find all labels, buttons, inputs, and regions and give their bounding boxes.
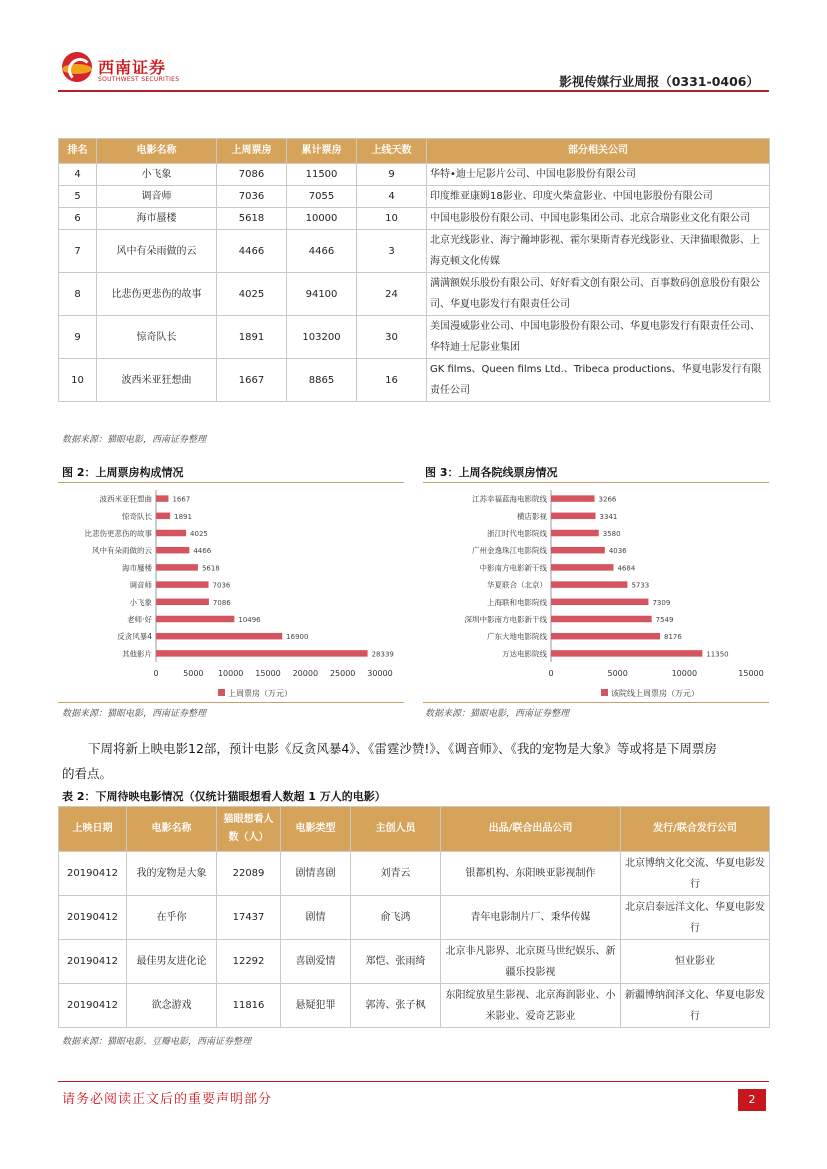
table-cell: 北京启泰远洋文化、华夏电影发行 — [621, 896, 770, 940]
table-cell: 北京博纳文化交流、华夏电影发行 — [621, 852, 770, 896]
table-row — [59, 940, 770, 984]
table-cell: 印度维亚康姆18影业、印度火柴盒影业、中国电影股份有限公司 — [427, 186, 770, 208]
table-cell: 喜剧爱情 — [281, 940, 351, 984]
table-cell: 11500 — [287, 164, 357, 186]
table-cell: 10 — [357, 208, 427, 230]
column-header: 上映日期 — [59, 807, 127, 852]
fig2-bar — [156, 633, 282, 640]
logo-text-en: SOUTHWEST SECURITIES — [98, 76, 180, 83]
fig2-title: 图 2：上周票房构成情况 — [62, 466, 184, 479]
fig3-bar — [551, 530, 599, 537]
fig2-category-label: 反贪风暴4 — [117, 632, 152, 642]
fig3-category-label: 广东大地电影院线 — [487, 632, 547, 642]
table-row — [59, 230, 770, 273]
table-cell: 新疆博纳润泽文化、华夏电影发行 — [621, 984, 770, 1028]
table-row — [59, 852, 770, 896]
logo-icon — [62, 52, 92, 82]
table-cell: 8865 — [287, 359, 357, 402]
table-cell: 郑恺、张雨绮 — [351, 940, 441, 984]
table-cell: 7055 — [287, 186, 357, 208]
fig2-x-tick: 10000 — [217, 669, 244, 678]
fig3-category-label: 华夏联合（北京） — [487, 580, 547, 590]
table-cell: 7086 — [217, 164, 287, 186]
fig3-title-rule — [423, 482, 769, 483]
column-header: 发行/联合发行公司 — [621, 807, 770, 852]
fig2-category-label: 惊奇队长 — [122, 511, 152, 521]
footer-disclaimer: 请务必阅读正文后的重要声明部分 — [62, 1092, 273, 1107]
table2-title: 表 2：下周待映电影情况（仅统计猫眼想看人数超 1 万人的电影） — [62, 790, 386, 803]
table-cell: 在乎你 — [127, 896, 217, 940]
fig3-category-label: 深圳中影南方电影新干线 — [464, 615, 547, 624]
table-cell: 4025 — [217, 273, 287, 316]
fig3-value-label: 7309 — [652, 598, 671, 607]
fig2-bar — [156, 581, 209, 588]
fig3-value-label: 3266 — [598, 495, 617, 504]
table1-source: 数据来源：猫眼电影，西南证券整理 — [62, 435, 207, 445]
fig3-value-label: 11350 — [706, 650, 729, 659]
table-cell: 小飞象 — [97, 164, 217, 186]
box-office-table — [58, 138, 770, 402]
table-cell: 4 — [357, 186, 427, 208]
table-cell: 10000 — [287, 208, 357, 230]
fig2-value-label: 4466 — [193, 547, 212, 556]
fig2-value-label: 7036 — [212, 581, 231, 590]
fig3-category-label: 万达电影院线 — [502, 649, 547, 659]
table-cell: 22089 — [217, 852, 281, 896]
fig2-category-label: 风中有朵雨做的云 — [92, 546, 152, 556]
fig2-x-tick: 0 — [153, 669, 159, 678]
column-header: 上线天数 — [357, 139, 427, 164]
table-row — [59, 186, 770, 208]
table-row — [59, 208, 770, 230]
table-cell: 20190412 — [59, 852, 127, 896]
fig3-bar — [551, 650, 702, 657]
fig2-title-rule — [58, 482, 404, 483]
table-cell: 惊奇队长 — [97, 316, 217, 359]
upcoming-films-table — [58, 806, 770, 1028]
fig2-category-label: 波西米亚狂想曲 — [99, 494, 152, 504]
table-cell: 郭涛、张子枫 — [351, 984, 441, 1028]
body-paragraph: 下周将新上映电影12部，预计电影《反贪风暴4》、《雷霆沙赞!》、《调音师》、《我的宠物是大象》等或将是下周票房的看点。 — [62, 741, 717, 781]
table-cell: 比悲伤更悲伤的故事 — [97, 273, 217, 316]
fig3-bar — [551, 633, 660, 640]
fig2-source: 数据来源：猫眼电影，西南证券整理 — [62, 709, 207, 719]
fig2-bar — [156, 616, 234, 623]
fig2-category-label: 海市蜃楼 — [122, 563, 152, 573]
table-cell: 7036 — [217, 186, 287, 208]
table-cell: 20190412 — [59, 896, 127, 940]
table-cell: GK films、Queen films Ltd.、Tribeca productions、华夏电影发行有限责任公司 — [427, 359, 770, 402]
fig2-bar — [156, 564, 198, 571]
table-row — [59, 164, 770, 186]
table-header-row — [59, 807, 770, 852]
fig2-value-label: 10496 — [238, 616, 261, 624]
fig2-value-label: 1667 — [172, 495, 191, 504]
table-cell: 调音师 — [97, 186, 217, 208]
table-cell: 4466 — [287, 230, 357, 273]
table-header-row — [59, 139, 770, 164]
table-cell: 17437 — [217, 896, 281, 940]
fig3-value-label: 5733 — [631, 581, 650, 590]
fig3-value-label: 3580 — [602, 530, 621, 538]
fig2-bar — [156, 650, 368, 657]
fig2-category-label: 比悲伤更悲伤的故事 — [84, 529, 152, 538]
column-header: 猫眼想看人数（人） — [217, 807, 281, 852]
fig2-bottom-rule — [58, 702, 404, 703]
fig2-value-label: 1891 — [174, 512, 192, 521]
fig2-x-tick: 20000 — [292, 669, 319, 678]
table2-source: 数据来源：猫眼电影、豆瓣电影，西南证券整理 — [62, 1037, 252, 1047]
fig2-value-label: 28339 — [371, 650, 394, 659]
table-cell: 风中有朵雨做的云 — [97, 230, 217, 273]
fig3-chart — [423, 484, 769, 700]
fig3-bar — [551, 581, 627, 588]
table-cell: 波西米亚狂想曲 — [97, 359, 217, 402]
fig3-bar — [551, 616, 652, 623]
column-header: 排名 — [59, 139, 97, 164]
fig2-bar — [156, 530, 186, 537]
fig3-x-tick: 5000 — [607, 669, 628, 678]
table-row — [59, 273, 770, 316]
fig2-x-tick: 15000 — [255, 669, 281, 678]
table-cell: 悬疑犯罪 — [281, 984, 351, 1028]
table-row — [59, 896, 770, 940]
fig3-bar — [551, 495, 595, 502]
fig3-category-label: 中影南方电影新干线 — [479, 563, 547, 573]
table-cell: 华特•迪士尼影片公司、中国电影股份有限公司 — [427, 164, 770, 186]
table-cell: 最佳男友进化论 — [127, 940, 217, 984]
fig3-bar — [551, 547, 605, 554]
column-header: 电影类型 — [281, 807, 351, 852]
fig2-value-label: 4025 — [190, 530, 208, 538]
table-cell: 4466 — [217, 230, 287, 273]
fig3-value-label: 8176 — [664, 633, 682, 642]
table-cell: 东阳绽放星生影视、北京海润影业、小米影业、爱奇艺影业 — [441, 984, 621, 1028]
table-row — [59, 316, 770, 359]
table-row — [59, 984, 770, 1028]
fig3-bar — [551, 564, 613, 571]
table-cell: 银都机构、东阳映亚影视制作 — [441, 852, 621, 896]
table-cell: 10 — [59, 359, 97, 402]
column-header: 累计票房 — [287, 139, 357, 164]
table-row — [59, 359, 770, 402]
table-cell: 30 — [357, 316, 427, 359]
fig2-bar — [156, 599, 209, 606]
table-cell: 我的宠物是大象 — [127, 852, 217, 896]
table-cell: 4 — [59, 164, 97, 186]
table-cell: 5 — [59, 186, 97, 208]
table-cell: 1667 — [217, 359, 287, 402]
table-cell: 7 — [59, 230, 97, 273]
fig2-legend-swatch — [218, 689, 225, 696]
table-cell: 5618 — [217, 208, 287, 230]
fig2-x-tick: 5000 — [183, 669, 204, 678]
table-cell: 9 — [59, 316, 97, 359]
report-title: 影视传媒行业周报（0331-0406） — [559, 74, 759, 89]
fig3-legend-swatch — [601, 689, 608, 696]
page-number: 2 — [738, 1089, 766, 1111]
table-cell: 6 — [59, 208, 97, 230]
table-cell: 剧情喜剧 — [281, 852, 351, 896]
fig3-category-label: 浙江时代电影院线 — [487, 529, 547, 538]
fig2-x-tick: 30000 — [367, 669, 393, 678]
fig3-value-label: 4036 — [608, 547, 627, 556]
fig2-bar — [156, 495, 168, 502]
table-cell: 3 — [357, 230, 427, 273]
fig2-category-label: 调音师 — [129, 580, 152, 590]
table-cell: 北京非凡影界、北京斑马世纪娱乐、新疆乐投影视 — [441, 940, 621, 984]
table-cell: 中国电影股份有限公司、中国电影集团公司、北京合瑞影业文化有限公司 — [427, 208, 770, 230]
table-cell: 1891 — [217, 316, 287, 359]
fig3-category-label: 横店影视 — [517, 511, 547, 521]
fig2-bar — [156, 547, 189, 554]
fig3-source: 数据来源：猫眼电影，西南证券整理 — [425, 709, 570, 719]
fig2-value-label: 5618 — [201, 564, 220, 573]
table-cell: 欲念游戏 — [127, 984, 217, 1028]
table-cell: 剧情 — [281, 896, 351, 940]
column-header: 部分相关公司 — [427, 139, 770, 164]
fig3-value-label: 4684 — [617, 564, 636, 573]
fig3-bottom-rule — [423, 702, 769, 703]
fig2-category-label: 其他影片 — [122, 649, 152, 659]
fig3-legend-label: 该院线上周票房（万元） — [611, 689, 699, 698]
table-cell: 16 — [357, 359, 427, 402]
fig3-title: 图 3：上周各院线票房情况 — [425, 466, 558, 479]
table-cell: 美国漫威影业公司、中国电影股份有限公司、华夏电影发行有限责任公司、华特迪士尼影业集团 — [427, 316, 770, 359]
table-cell: 8 — [59, 273, 97, 316]
fig2-category-label: 小飞象 — [129, 597, 152, 607]
column-header: 出品/联合出品公司 — [441, 807, 621, 852]
logo-text-cn: 西南证券 — [98, 58, 167, 77]
table-cell: 12292 — [217, 940, 281, 984]
table-cell: 20190412 — [59, 984, 127, 1028]
table-cell: 103200 — [287, 316, 357, 359]
fig2-value-label: 7086 — [212, 598, 231, 607]
fig3-value-label: 7549 — [655, 616, 674, 624]
table-cell: 20190412 — [59, 940, 127, 984]
column-header: 电影名称 — [127, 807, 217, 852]
fig3-bar — [551, 599, 648, 606]
column-header: 上周票房 — [217, 139, 287, 164]
fig3-x-tick: 0 — [548, 669, 554, 678]
fig2-value-label: 16900 — [286, 633, 309, 642]
fig2-category-label: 老师·好 — [127, 615, 152, 624]
table-cell: 海市蜃楼 — [97, 208, 217, 230]
table-cell: 俞飞鸿 — [351, 896, 441, 940]
fig2-chart — [58, 484, 404, 700]
fig3-category-label: 江苏幸福蓝海电影院线 — [472, 494, 547, 504]
fig3-category-label: 广州金逸珠江电影院线 — [472, 546, 547, 556]
table-cell: 11816 — [217, 984, 281, 1028]
fig3-value-label: 3341 — [599, 512, 618, 521]
fig2-bar — [156, 513, 170, 520]
table-cell: 9 — [357, 164, 427, 186]
table-cell: 北京光线影业、海宁瀚坤影视、霍尔果斯青春光线影业、天津猫眼微影、上海克顿文化传媒 — [427, 230, 770, 273]
table-cell: 刘青云 — [351, 852, 441, 896]
table-cell: 恒业影业 — [621, 940, 770, 984]
table-cell: 满满额娱乐股份有限公司、好好看文创有限公司、百事数码创意股份有限公司、华夏电影发行有限责任公司 — [427, 273, 770, 316]
column-header: 主创人员 — [351, 807, 441, 852]
fig2-legend-label: 上周票房（万元） — [228, 689, 292, 698]
table-cell: 94100 — [287, 273, 357, 316]
fig3-x-tick: 10000 — [671, 669, 698, 678]
fig3-category-label: 上海联和电影院线 — [487, 597, 547, 607]
fig3-x-tick: 15000 — [738, 669, 764, 678]
fig3-bar — [551, 513, 596, 520]
table-cell: 24 — [357, 273, 427, 316]
fig2-x-tick: 25000 — [329, 669, 356, 678]
table-cell: 青年电影制片厂、秉华传媒 — [441, 896, 621, 940]
column-header: 电影名称 — [97, 139, 217, 164]
header-divider — [58, 90, 769, 92]
footer-divider — [58, 1081, 769, 1082]
